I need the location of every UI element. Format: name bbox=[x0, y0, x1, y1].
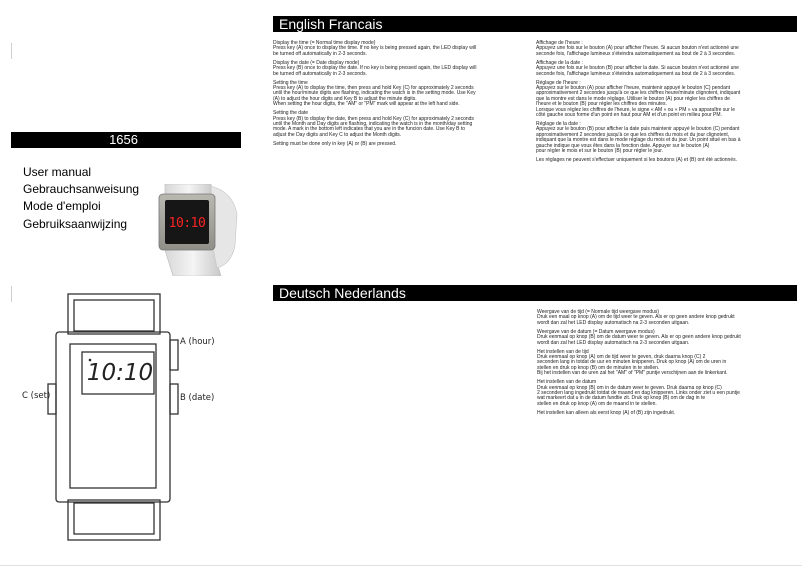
title-french: Mode d'emploi bbox=[23, 199, 101, 214]
instruction-line: seconden lang in totdat de uur en minuten knipperen. Druk op knop (A) om de uren in bbox=[537, 359, 727, 366]
instruction-paragraph bbox=[536, 158, 786, 163]
label-c-set: C (set) bbox=[22, 391, 51, 401]
instruction-heading: Les réglages ne peuvent s'effectuer uniquement si les boutons (A) et (B) ont été actionnés. bbox=[536, 157, 737, 164]
instruction-paragraph bbox=[273, 111, 513, 138]
model-number: 1656 bbox=[109, 132, 138, 147]
french-instructions bbox=[536, 41, 786, 167]
instruction-heading: Het instellen van de tijd bbox=[537, 348, 589, 355]
title-dutch: Gebruiksaanwijzing bbox=[23, 216, 128, 231]
watch-photo-display: 10:10 bbox=[168, 216, 206, 231]
instruction-line: côté gauche sous forme d'un point en haut pour AM et d'un point en milieu pour PM. bbox=[536, 112, 722, 119]
title-english: User manual bbox=[23, 165, 92, 179]
instruction-line: stellen en druk op knop (A) om de maand in te stellen. bbox=[537, 400, 657, 407]
instruction-line: Press key (A) once to display the time. If no key is being pressed again, the LED display will bbox=[273, 45, 477, 52]
instruction-line: Lorsque vous réglez les chiffres de l'heure, le signe « AM » ou « PM » va apparaître sur le bbox=[536, 106, 736, 113]
instruction-paragraph bbox=[537, 310, 787, 326]
model-number-bar bbox=[11, 132, 241, 148]
instruction-paragraph bbox=[537, 350, 787, 377]
instruction-paragraph bbox=[537, 380, 787, 407]
instruction-heading: Display the time (= Normal time display mode) bbox=[273, 40, 376, 46]
instruction-line: stellen en druk op knop (B) om de minuten in te stellen. bbox=[537, 364, 660, 371]
instruction-line: que la montre est dans le mode réglage. Utiliser le bouton (A) pour régler les chiffres de bbox=[536, 95, 730, 102]
instruction-line: seconde fois, l'affichage lumineux s'éteindra automatiquement au bout de 2 à 3 secondes. bbox=[536, 50, 736, 57]
section-header-german-dutch bbox=[273, 285, 797, 301]
instruction-heading: Setting must be done only in key (A) or (B) are pressed. bbox=[273, 140, 397, 147]
instruction-line: Appuyez sur le bouton (A) pour afficher l'heure, maintenir appuyé le bouton (C) pendant bbox=[536, 85, 731, 92]
instruction-paragraph bbox=[536, 122, 786, 154]
instruction-line: Press key (A) to display the time, then press and hold Key (C) for approximately 2 seconds bbox=[273, 85, 474, 92]
instruction-line: pour régler le mois et sur le bouton (B) pour régler le jour. bbox=[536, 148, 664, 155]
instruction-line: adjust the Day digits and Key C to adjust the Month digits. bbox=[273, 131, 402, 138]
section-header-text: Deutsch Nederlands bbox=[279, 285, 406, 301]
instruction-line: wat markeert dat u in de datum fundtie zit. Druk op knop (B) om de dag in te bbox=[537, 395, 706, 402]
instruction-line: be turned off automatically in 2-3 seconds. bbox=[273, 50, 367, 57]
instruction-line: When setting the hour digits, the "AM" or "PM" mark will appear at the left hand side. bbox=[273, 101, 460, 108]
instruction-line: Druk eenmaal op knop (B) om de datum weer te geven. Als er op geen andere knop gedrukt bbox=[537, 334, 741, 341]
instruction-line: wordt dan zal het LED display automatisch na 2-3 seconden uitgaan. bbox=[537, 339, 690, 346]
instruction-line: Appuyez une fois sur le bouton (B) pour afficher la date. Si aucun bouton n'est actionné une bbox=[536, 65, 739, 72]
instruction-line: Druk eenmaal op knop (B) om in de datum weer te geven. Druk daarna op knop (C) bbox=[537, 384, 722, 391]
dutch-instructions bbox=[537, 310, 787, 420]
instruction-line: mode. A mark in the bottom left indicates that you are in the funcion date. Use Key B to bbox=[273, 126, 466, 133]
crop-mark bbox=[11, 286, 12, 302]
instruction-line: Appuyez une fois sur le bouton (A) pour afficher l'heure. Si aucun bouton n'est actionné une bbox=[536, 45, 739, 52]
instruction-heading: Het instellen kan alleen als eerst knop (A) of (B) zijn ingedrukt. bbox=[537, 409, 676, 416]
section-header-english-french bbox=[273, 16, 797, 32]
instruction-line: until the Month and Day digits are flashing, indicating the watch is in the month/day setting bbox=[273, 121, 473, 128]
instruction-line: Druk eenmaal op knop (A) om de tijd weer te geven, druk daarna knop (C) 2 bbox=[537, 354, 706, 361]
instruction-paragraph bbox=[537, 330, 787, 346]
instruction-line: 2 seconden lang ingedrukt totdat de maand en dag knipperen. Links onder ziet u een puntje bbox=[537, 390, 740, 397]
instruction-paragraph bbox=[536, 81, 786, 119]
instruction-paragraph bbox=[273, 41, 513, 57]
instruction-line: Druk een maal op knop (A) om de tijd weer te geven. Als er op geen andere knop gedrukt bbox=[537, 314, 735, 321]
manual-titles bbox=[23, 164, 139, 233]
instruction-line: Bij het instellen van de uren zal het "AM" of "PM" puntje verschijnen aan de linkerkant. bbox=[537, 370, 728, 377]
instruction-line: approximativement 2 secondes jusqu'à ce que les chiffres du mois et du jour clignotent, bbox=[536, 131, 730, 138]
instruction-heading: Het instellen van de datum bbox=[537, 379, 597, 386]
instruction-heading: Réglage de la date : bbox=[536, 121, 581, 128]
instruction-line: seconde fois, l'affichage lumineux s'éteindra automatiquement au bout de 2 à 3 secondes. bbox=[536, 70, 736, 77]
watch-diagram bbox=[20, 288, 220, 548]
instruction-line: indiquant que la montre est dans le mode réglage du mois et du jour. Un point situé en bas à bbox=[536, 137, 741, 144]
instruction-heading: Réglage de l'heure : bbox=[536, 79, 581, 86]
instruction-paragraph bbox=[273, 81, 513, 108]
instruction-paragraph bbox=[273, 142, 513, 147]
instruction-line: Press key (B) to display the date, then press and hold Key (C) for approximately 2 seconds bbox=[273, 115, 474, 122]
instruction-line: approximativement 2 secondes jusqu'à ce que les chiffres heure/minute clignotent, indiquant bbox=[536, 90, 741, 97]
instruction-line: be turned off automatically in 2-3 seconds. bbox=[273, 70, 367, 77]
label-a-hour: A (hour) bbox=[180, 337, 215, 347]
crop-mark bbox=[11, 43, 12, 59]
instruction-heading: Affichage de l'heure : bbox=[536, 40, 583, 46]
instruction-heading: Setting the date bbox=[273, 110, 309, 117]
instruction-line: Appuyez sur le bouton (B) pour afficher la date puis maintenir appuyé le bouton (C) pendant bbox=[536, 126, 740, 133]
instruction-line: gauche indique que vous êtes dans la fonction date. Appuyer sur le bouton (A) bbox=[536, 142, 710, 149]
diagram-display: 10:10 bbox=[86, 360, 154, 386]
instruction-paragraph bbox=[273, 61, 513, 77]
watch-photo bbox=[151, 184, 239, 276]
instruction-line: wordt dan zal het LED display automatisch na 2-3 seconden uitgaan. bbox=[537, 319, 690, 326]
instruction-line: Press key (B) once to display the date. If no key is being pressed again, the LED display will bbox=[273, 65, 477, 72]
instruction-heading: Weergave van de tijd (= Normale tijd weergave modus) bbox=[537, 309, 660, 315]
instruction-line: (A) to adjust the hour digits and Key B to adjust the minute digits. bbox=[273, 95, 417, 102]
english-instructions bbox=[273, 41, 513, 151]
instruction-paragraph bbox=[536, 41, 786, 57]
instruction-paragraph bbox=[536, 61, 786, 77]
section-header-text: English Francais bbox=[279, 16, 383, 32]
instruction-paragraph bbox=[537, 411, 787, 416]
label-b-date: B (date) bbox=[180, 393, 215, 403]
instruction-heading: Affichage de la date : bbox=[536, 59, 583, 66]
instruction-line: until the hour/minute digits are flashing, indicating the watch is in the setting mode. Use Key bbox=[273, 90, 476, 97]
instruction-heading: Weergave van de datum (= Datum weergave modus) bbox=[537, 328, 655, 335]
page-bottom-rule bbox=[0, 565, 802, 566]
instruction-heading: Setting the time bbox=[273, 79, 308, 86]
title-german: Gebrauchsanweisung bbox=[23, 182, 140, 197]
instruction-heading: Display the date (= Date display mode) bbox=[273, 59, 360, 66]
instruction-line: l'heure et le bouton (B) pour régler les chiffres des minutes. bbox=[536, 101, 667, 108]
